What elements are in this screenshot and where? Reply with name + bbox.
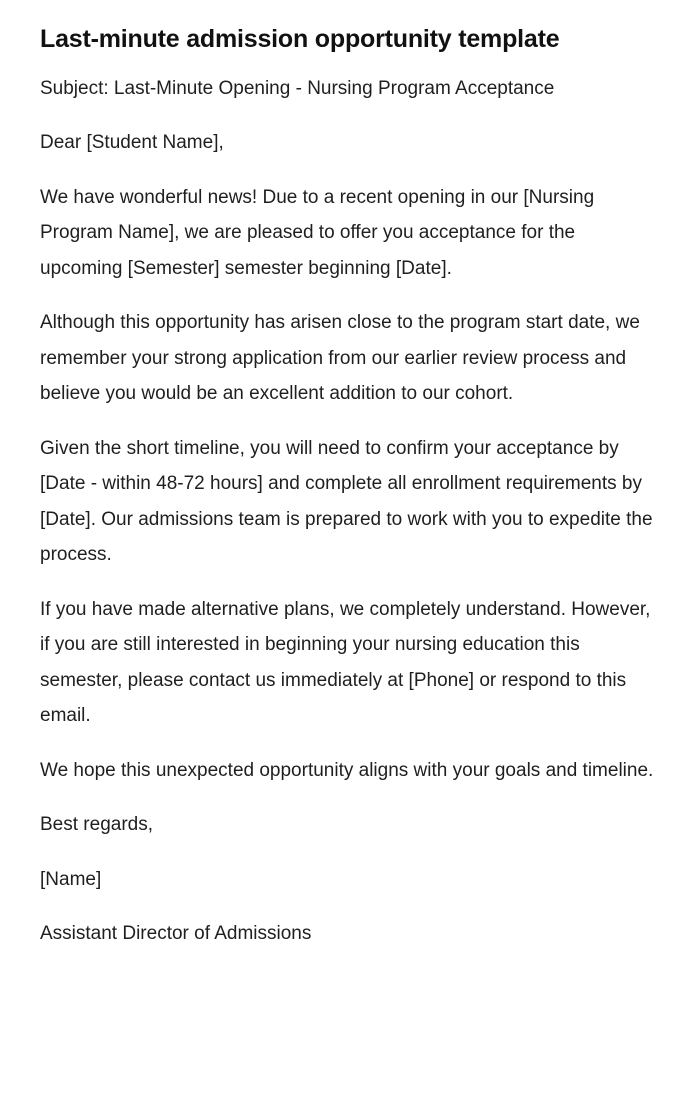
paragraph-confirmation-timeline: Given the short timeline, you will need to confirm your acceptance by [Date - within 48-72 hours] and complete all enrollment requirements by [Date]. Our admissions team is prepared to work with you to expedite the process. [40, 437, 653, 565]
paragraph-subject-line: Subject: Last-Minute Opening - Nursing Program Acceptance [40, 77, 555, 99]
paragraph-alternative-plans: If you have made alternative plans, we completely understand. However, if you are still interested in beginning your nursing education this semester, please contact us immediately at [Phone] or respond to this email. [40, 598, 651, 726]
paragraph-salutation: Dear [Student Name], [40, 132, 224, 153]
page-title: Last-minute admission opportunity template [40, 25, 560, 53]
paragraph-sign-off: Best regards, [40, 814, 153, 835]
paragraph-sender-name: [Name] [40, 868, 102, 890]
paragraph-sender-title: Assistant Director of Admissions [40, 923, 312, 944]
paragraph-application-context: Although this opportunity has arisen close to the program start date, we remember your strong application from our earlier review process and believe you would be an excellent addition to our cohort. [40, 312, 640, 404]
paragraph-closing-message: We hope this unexpected opportunity aligns with your goals and timeline. [40, 759, 654, 781]
paragraph-offer-announcement: We have wonderful news! Due to a recent opening in our [Nursing Program Name], we are pleased to offer you acceptance for the upcoming [Semester] semester beginning [Date]. [40, 186, 595, 279]
